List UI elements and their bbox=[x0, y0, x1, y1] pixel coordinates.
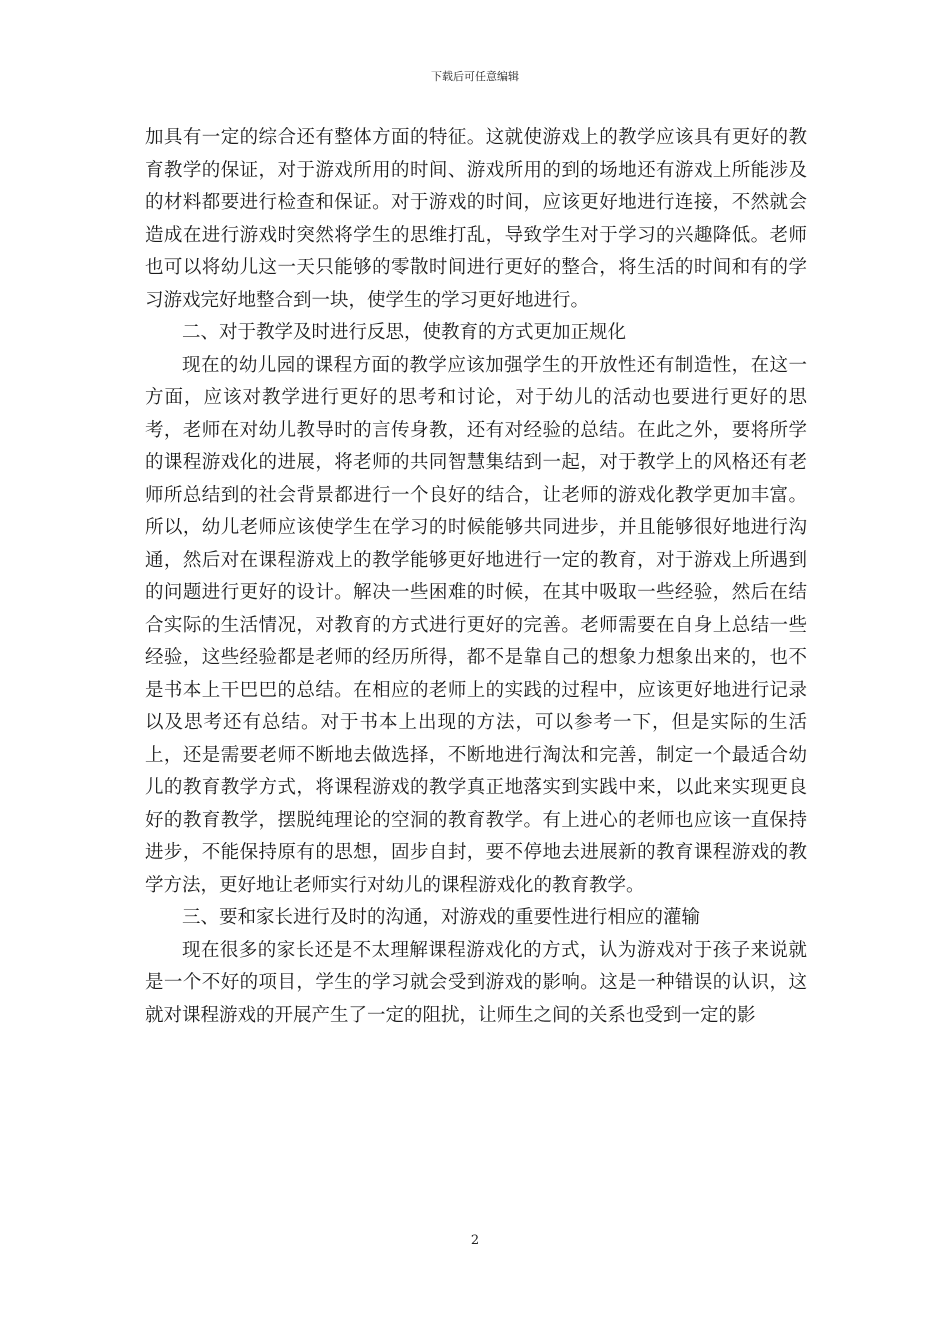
section-heading-2: 二、对于教学及时进行反思，使教育的方式更加正规化 bbox=[182, 322, 627, 343]
page-header: 下载后可任意编辑 bbox=[431, 70, 519, 83]
body-text bbox=[145, 122, 807, 1032]
paragraph: 现在很多的家长还是不太理解课程游戏化的方式，认为游戏对于孩子来说就是一个不好的项目，学生的学习就会受到游戏的影响。这是一种错误的认识，这就对课程游戏的开展产生了一定的阻扰，让师生之间的关系也受到一定的影 bbox=[145, 939, 807, 1026]
paragraph-continuation: 加具有一定的综合还有整体方面的特征。这就使游戏上的教学应该具有更好的教育教学的保证，对于游戏所用的时间、游戏所用的到的场地还有游戏上所能涉及的材料都要进行检查和保证。对于游戏的时间，应该更好地进行连接，不然就会造成在进行游戏时突然将学生的思维打乱，导致学生对于学习的兴趣降低。老师也可以将幼儿这一天只能够的零散时间进行更好的整合，将生活的时间和有的学习游戏完好地整合到一块，使学生的学习更好地进行。 bbox=[145, 127, 807, 311]
section-heading-3: 三、要和家长进行及时的沟通，对游戏的重要性进行相应的灌输 bbox=[182, 907, 701, 928]
page-number: 2 bbox=[470, 1233, 480, 1248]
paragraph: 现在的幼儿园的课程方面的教学应该加强学生的开放性还有制造性，在这一方面，应该对教学进行更好的思考和讨论，对于幼儿的活动也要进行更好的思考，老师在对幼儿教导时的言传身教，还有对经验的总结。在此之外，要将所学的课程游戏化的进展，将老师的共同智慧集结到一起，对于教学上的风格还有老师所总结到的社会背景都进行一个良好的结合，让老师的游戏化教学更加丰富。所以，幼儿老师应该使学生在学习的时候能够共同进步，并且能够很好地进行沟通，然后对在课程游戏上的教学能够更好地进行一定的教育，对于游戏上所遇到的问题进行更好的设计。解决一些困难的时候，在其中吸取一些经验，然后在结合实际的生活情况，对教育的方式进行更好的完善。老师需要在自身上总结一些经验，这些经验都是老师的经历所得，都不是靠自己的想象力想象出来的，也不是书本上干巴巴的总结。在相应的老师上的实践的过程中，应该更好地进行记录以及思考还有总结。对于书本上出现的方法，可以参考一下，但是实际的生活上，还是需要老师不断地去做选择，不断地进行淘汰和完善，制定一个最适合幼儿的教育教学方式，将课程游戏的教学真正地落实到实践中来，以此来实现更良好的教育教学，摆脱纯理论的空洞的教育教学。有上进心的老师也应该一直保持进步，不能保持原有的思想，固步自封，要不停地去进展新的教育课程游戏的教学方法，更好地让老师实行对幼儿的课程游戏化的教育教学。 bbox=[145, 354, 807, 896]
